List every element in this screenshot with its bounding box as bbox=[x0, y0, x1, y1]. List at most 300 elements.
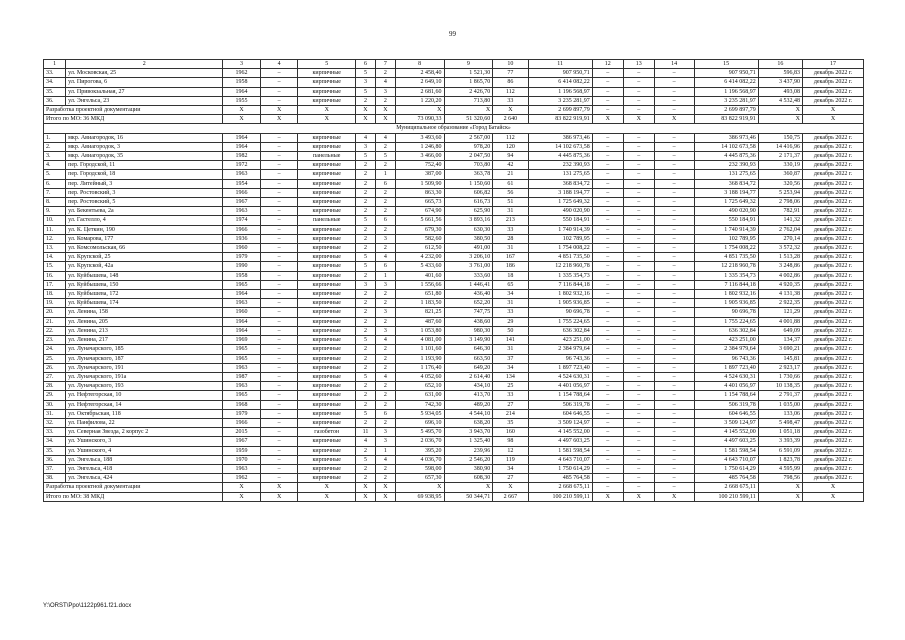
table-cell: 1 051,18 bbox=[758, 428, 802, 437]
table-cell: – bbox=[654, 188, 694, 197]
table-cell: 2 384 979,64 bbox=[694, 345, 758, 354]
table-cell: 2 567,00 bbox=[444, 133, 493, 142]
table-cell: X bbox=[493, 483, 528, 492]
table-cell: 2 bbox=[356, 234, 376, 243]
table-cell: 2 bbox=[356, 474, 376, 483]
table-cell: 1 196 568,97 bbox=[528, 87, 592, 96]
table-cell: 28. bbox=[44, 382, 66, 391]
table-cell: X bbox=[223, 483, 261, 492]
table-cell: 333,60 bbox=[444, 271, 493, 280]
table-cell: – bbox=[260, 326, 298, 335]
table-cell: – bbox=[260, 428, 298, 437]
table-cell: 3 509 124,97 bbox=[528, 418, 592, 427]
header-cell: 12 bbox=[592, 60, 623, 69]
table-cell: 2 bbox=[375, 317, 395, 326]
table-cell: 8. bbox=[44, 198, 66, 207]
table-row bbox=[44, 133, 864, 142]
table-cell: 26. bbox=[44, 363, 66, 372]
table-cell: ул. Энгельса, 418 bbox=[66, 464, 223, 473]
table-cell: 102 789,95 bbox=[528, 234, 592, 243]
table-cell: 1 725 649,32 bbox=[528, 198, 592, 207]
table-cell: 363,78 bbox=[444, 170, 493, 179]
table-cell: мкр. Авиагородок, 35 bbox=[66, 152, 223, 161]
header-cell: 10 bbox=[493, 60, 528, 69]
table-cell: кирпичные bbox=[298, 188, 356, 197]
table-cell: – bbox=[592, 179, 623, 188]
table-cell: 7 116 844,18 bbox=[528, 280, 592, 289]
table-cell: – bbox=[260, 474, 298, 483]
table-cell: кирпичные bbox=[298, 336, 356, 345]
table-row bbox=[44, 372, 864, 381]
table-cell: 33. bbox=[44, 428, 66, 437]
table-cell: – bbox=[654, 418, 694, 427]
table-cell: 485 764,58 bbox=[528, 474, 592, 483]
table-cell: – bbox=[654, 161, 694, 170]
table-cell: – bbox=[623, 464, 654, 473]
table-row bbox=[44, 161, 864, 170]
table-cell: 6 414 082,22 bbox=[694, 78, 758, 87]
table-cell: 6 414 082,22 bbox=[528, 78, 592, 87]
table-cell: 3 893,16 bbox=[444, 216, 493, 225]
table-cell: – bbox=[623, 474, 654, 483]
table-cell: 4 bbox=[375, 372, 395, 381]
table-cell: – bbox=[260, 216, 298, 225]
table-cell: кирпичные bbox=[298, 455, 356, 464]
table-cell: 907 950,71 bbox=[694, 69, 758, 78]
table-cell: 6 bbox=[375, 179, 395, 188]
table-cell: – bbox=[260, 372, 298, 381]
table-cell: 2 923,17 bbox=[758, 363, 802, 372]
table-cell: – bbox=[260, 446, 298, 455]
table-cell: – bbox=[260, 253, 298, 262]
table-cell: 1963 bbox=[223, 207, 261, 216]
table-cell: – bbox=[260, 188, 298, 197]
total-row-label: Итого по МО: 36 МКД bbox=[44, 115, 223, 124]
table-cell: 10 138,35 bbox=[758, 382, 802, 391]
table-cell: – bbox=[623, 317, 654, 326]
table-cell: – bbox=[623, 253, 654, 262]
table-cell: – bbox=[623, 216, 654, 225]
table-cell: – bbox=[592, 409, 623, 418]
table-cell: 4 524 630,31 bbox=[694, 372, 758, 381]
table-cell: 11 bbox=[356, 428, 376, 437]
table-cell: X bbox=[356, 115, 376, 124]
table-cell: 14 416,96 bbox=[758, 142, 802, 151]
table-cell: 5 bbox=[356, 87, 376, 96]
table-cell: X bbox=[654, 492, 694, 501]
table-cell: 11. bbox=[44, 225, 66, 234]
table-cell: – bbox=[592, 391, 623, 400]
table-cell: 5 495,70 bbox=[395, 428, 444, 437]
table-cell: – bbox=[654, 391, 694, 400]
table-cell: 1 905 936,85 bbox=[528, 299, 592, 308]
table-cell: ул. Северная Звезда, 2 корпус 2 bbox=[66, 428, 223, 437]
table-cell: – bbox=[623, 372, 654, 381]
table-cell: 1 556,66 bbox=[395, 280, 444, 289]
table-cell: кирпичные bbox=[298, 69, 356, 78]
table-cell: 29. bbox=[44, 391, 66, 400]
table-cell: 2 791,37 bbox=[758, 391, 802, 400]
table-cell: X bbox=[623, 492, 654, 501]
table-cell: 112 bbox=[493, 133, 528, 142]
table-cell: кирпичные bbox=[298, 326, 356, 335]
table-cell: 56 bbox=[493, 188, 528, 197]
table-cell: – bbox=[260, 464, 298, 473]
table-row bbox=[44, 234, 864, 243]
table-cell: – bbox=[654, 271, 694, 280]
table-cell: X bbox=[260, 115, 298, 124]
table-cell: 380,90 bbox=[444, 464, 493, 473]
table-cell: 1965 bbox=[223, 391, 261, 400]
table-cell: декабрь 2022 г. bbox=[802, 317, 863, 326]
table-cell: 3 690,21 bbox=[758, 345, 802, 354]
table-cell: 25. bbox=[44, 354, 66, 363]
table-cell: 1 754 008,22 bbox=[528, 244, 592, 253]
table-cell: 747,75 bbox=[444, 308, 493, 317]
table-cell: 4. bbox=[44, 161, 66, 170]
table-cell: кирпичные bbox=[298, 382, 356, 391]
table-cell: – bbox=[260, 170, 298, 179]
table-cell: 2 bbox=[356, 244, 376, 253]
table-cell: 2 171,37 bbox=[758, 152, 802, 161]
header-cell: 3 bbox=[223, 60, 261, 69]
table-cell: 4 001,88 bbox=[758, 317, 802, 326]
table-cell: кирпичные bbox=[298, 354, 356, 363]
table-cell: 2 699 897,79 bbox=[694, 106, 758, 115]
table-cell: ул. Ушинского, 3 bbox=[66, 437, 223, 446]
table-cell: 3 393,39 bbox=[758, 437, 802, 446]
table-cell: декабрь 2022 г. bbox=[802, 142, 863, 151]
table-cell: кирпичные bbox=[298, 400, 356, 409]
table-cell: ул. Куйбышева, 148 bbox=[66, 271, 223, 280]
table-cell: кирпичные bbox=[298, 437, 356, 446]
table-cell: ул. Крупской, 25 bbox=[66, 253, 223, 262]
table-cell: 4 bbox=[375, 133, 395, 142]
table-cell: 596,83 bbox=[758, 69, 802, 78]
table-cell: 90 696,78 bbox=[528, 308, 592, 317]
table-cell: 4 036,70 bbox=[395, 455, 444, 464]
table-cell: 1 581 598,54 bbox=[694, 446, 758, 455]
table-cell: 423 251,00 bbox=[528, 336, 592, 345]
table-cell: 1 035,00 bbox=[758, 400, 802, 409]
table-cell: 4 145 552,00 bbox=[528, 428, 592, 437]
table-cell: – bbox=[260, 354, 298, 363]
table-cell: X bbox=[395, 106, 444, 115]
table-cell: 1962 bbox=[223, 69, 261, 78]
table-cell: 1954 bbox=[223, 179, 261, 188]
table-cell: 120 bbox=[493, 142, 528, 151]
table-cell: – bbox=[592, 428, 623, 437]
table-cell: 696,10 bbox=[395, 418, 444, 427]
table-cell: 150,75 bbox=[758, 133, 802, 142]
table-cell: декабрь 2022 г. bbox=[802, 336, 863, 345]
table-cell: 31. bbox=[44, 409, 66, 418]
header-cell: 8 bbox=[395, 60, 444, 69]
table-cell: 25 bbox=[493, 382, 528, 391]
table-cell: – bbox=[623, 78, 654, 87]
table-cell: 2 bbox=[375, 363, 395, 372]
table-cell: – bbox=[260, 400, 298, 409]
header-cell: 9 bbox=[444, 60, 493, 69]
table-cell: 133,06 bbox=[758, 409, 802, 418]
table-cell: декабрь 2022 г. bbox=[802, 400, 863, 409]
table-cell: 616,73 bbox=[444, 198, 493, 207]
table-cell: – bbox=[654, 382, 694, 391]
table-cell: – bbox=[654, 78, 694, 87]
table-cell: – bbox=[623, 198, 654, 207]
table-cell: 3 bbox=[375, 437, 395, 446]
table-cell: 604 646,55 bbox=[528, 409, 592, 418]
table-cell: 27 bbox=[493, 474, 528, 483]
table-cell: 1 897 723,40 bbox=[528, 363, 592, 372]
table-cell: 1968 bbox=[223, 400, 261, 409]
table-cell: 2 bbox=[356, 418, 376, 427]
header-cell: 2 bbox=[66, 60, 223, 69]
table-cell: 1963 bbox=[223, 382, 261, 391]
table-cell: декабрь 2022 г. bbox=[802, 437, 863, 446]
table-cell: декабрь 2022 г. bbox=[802, 234, 863, 243]
table-row bbox=[44, 253, 864, 262]
table-cell: ул. Октябрьская, 118 bbox=[66, 409, 223, 418]
table-cell: 21. bbox=[44, 317, 66, 326]
table-cell: 5 bbox=[356, 253, 376, 262]
table-cell: декабрь 2022 г. bbox=[802, 133, 863, 142]
table-cell: 34 bbox=[493, 464, 528, 473]
table-cell: X bbox=[758, 483, 802, 492]
table-cell: – bbox=[623, 87, 654, 96]
table-cell: кирпичные bbox=[298, 418, 356, 427]
table-cell: – bbox=[260, 345, 298, 354]
table-cell: – bbox=[654, 354, 694, 363]
table-cell: – bbox=[260, 308, 298, 317]
table-cell: – bbox=[623, 446, 654, 455]
table-cell: – bbox=[260, 78, 298, 87]
table-cell: 1 bbox=[375, 446, 395, 455]
table-cell: 5 bbox=[356, 69, 376, 78]
table-cell: 2 bbox=[375, 290, 395, 299]
table-cell: 646,30 bbox=[444, 345, 493, 354]
table-cell: 3 248,86 bbox=[758, 262, 802, 271]
table-cell: 1963 bbox=[223, 464, 261, 473]
table-cell: 4 851 735,50 bbox=[528, 253, 592, 262]
header-cell: 5 bbox=[298, 60, 356, 69]
table-cell: – bbox=[623, 262, 654, 271]
table-cell: ул. Ленина, 213 bbox=[66, 326, 223, 335]
table-cell: 3 bbox=[375, 234, 395, 243]
table-cell: 649,20 bbox=[444, 363, 493, 372]
table-cell: – bbox=[654, 253, 694, 262]
table-cell: X bbox=[395, 483, 444, 492]
table-cell: – bbox=[592, 280, 623, 289]
table-cell: 5 498,47 bbox=[758, 418, 802, 427]
table-cell: – bbox=[654, 372, 694, 381]
table-cell: декабрь 2022 г. bbox=[802, 262, 863, 271]
table-cell: 2 384 979,64 bbox=[528, 345, 592, 354]
table-cell: 625,90 bbox=[444, 207, 493, 216]
table-cell: 37. bbox=[44, 464, 66, 473]
table-cell: 1 446,41 bbox=[444, 280, 493, 289]
table-cell: пер. Городской, 18 bbox=[66, 170, 223, 179]
table-row bbox=[44, 400, 864, 409]
table-cell: декабрь 2022 г. bbox=[802, 69, 863, 78]
table-cell: 5 934,05 bbox=[395, 409, 444, 418]
table-cell: 663,50 bbox=[444, 354, 493, 363]
table-row bbox=[44, 317, 864, 326]
table-row bbox=[44, 464, 864, 473]
table-cell: – bbox=[623, 400, 654, 409]
table-cell: – bbox=[623, 299, 654, 308]
table-cell: 3 235 281,97 bbox=[694, 96, 758, 105]
table-cell: – bbox=[592, 354, 623, 363]
table-cell: – bbox=[592, 363, 623, 372]
table-row bbox=[44, 308, 864, 317]
table-cell: 2 bbox=[356, 179, 376, 188]
table-cell: 490 020,90 bbox=[694, 207, 758, 216]
table-cell: 16. bbox=[44, 271, 66, 280]
table-cell: 1967 bbox=[223, 437, 261, 446]
table-cell: – bbox=[623, 106, 654, 115]
table-cell: 4 643 710,07 bbox=[694, 455, 758, 464]
table-cell: 51 320,60 bbox=[444, 115, 493, 124]
table-cell: 2 922,35 bbox=[758, 299, 802, 308]
table-cell: 239,96 bbox=[444, 446, 493, 455]
header-cell: 14 bbox=[654, 60, 694, 69]
table-cell: кирпичные bbox=[298, 308, 356, 317]
table-cell: кирпичные bbox=[298, 78, 356, 87]
table-cell: 2 640 bbox=[493, 115, 528, 124]
table-cell: 50 344,71 bbox=[444, 492, 493, 501]
table-cell: 213 bbox=[493, 216, 528, 225]
table-cell: кирпичные bbox=[298, 161, 356, 170]
table-cell: 1967 bbox=[223, 198, 261, 207]
table-cell: 131 275,65 bbox=[528, 170, 592, 179]
table-cell: – bbox=[654, 428, 694, 437]
table-cell: 1 176,40 bbox=[395, 363, 444, 372]
capital-repair-table bbox=[43, 59, 864, 502]
table-cell: кирпичные bbox=[298, 142, 356, 151]
table-row bbox=[44, 225, 864, 234]
table-cell: 27. bbox=[44, 372, 66, 381]
table-cell: кирпичные bbox=[298, 280, 356, 289]
table-cell: 782,91 bbox=[758, 207, 802, 216]
table-cell: 2 bbox=[356, 400, 376, 409]
table-cell: 3 bbox=[375, 280, 395, 289]
table-cell: 1 823,78 bbox=[758, 455, 802, 464]
table-row bbox=[44, 345, 864, 354]
table-cell: – bbox=[592, 464, 623, 473]
table-cell: – bbox=[260, 363, 298, 372]
table-cell: – bbox=[592, 244, 623, 253]
table-cell: 2 bbox=[375, 69, 395, 78]
table-cell: декабрь 2022 г. bbox=[802, 87, 863, 96]
table-cell: 4 401 056,97 bbox=[528, 382, 592, 391]
table-cell: 73 090,33 bbox=[395, 115, 444, 124]
table-cell: 1 bbox=[375, 170, 395, 179]
table-cell: – bbox=[623, 133, 654, 142]
table-cell: 1 150,60 bbox=[444, 179, 493, 188]
table-cell: 31 bbox=[493, 299, 528, 308]
table-cell: 1 246,80 bbox=[395, 142, 444, 151]
table-cell: ул. Крупской, 42а bbox=[66, 262, 223, 271]
table-cell: 1990 bbox=[223, 262, 261, 271]
table-cell: 360,87 bbox=[758, 170, 802, 179]
table-cell: 1 154 788,64 bbox=[694, 391, 758, 400]
table-cell: 649,09 bbox=[758, 326, 802, 335]
table-cell: ул. Луначарского, 193 bbox=[66, 382, 223, 391]
table-cell: – bbox=[654, 409, 694, 418]
table-row bbox=[44, 299, 864, 308]
table-cell: 131 275,65 bbox=[694, 170, 758, 179]
table-cell: ул. Панфилова, 22 bbox=[66, 418, 223, 427]
table-cell: 5 bbox=[356, 262, 376, 271]
table-cell: 3 bbox=[375, 87, 395, 96]
table-cell: – bbox=[260, 96, 298, 105]
table-cell: – bbox=[260, 161, 298, 170]
table-cell: 33 bbox=[493, 225, 528, 234]
table-cell: – bbox=[592, 225, 623, 234]
table-row bbox=[44, 428, 864, 437]
table-cell: 6 bbox=[375, 216, 395, 225]
file-path-footer: Y:\ORST\Ppo\1122p961.f21.docx bbox=[43, 603, 132, 609]
header-cell: 11 bbox=[528, 60, 592, 69]
table-cell: 2 036,70 bbox=[395, 437, 444, 446]
table-cell: 1962 bbox=[223, 474, 261, 483]
table-cell: декабрь 2022 г. bbox=[802, 345, 863, 354]
table-row bbox=[44, 179, 864, 188]
table-cell: – bbox=[260, 317, 298, 326]
table-cell: – bbox=[260, 418, 298, 427]
table-cell: 4 595,99 bbox=[758, 464, 802, 473]
table-cell: декабрь 2022 г. bbox=[802, 409, 863, 418]
table-cell: ул. Ленина, 205 bbox=[66, 317, 223, 326]
table-cell: 19. bbox=[44, 299, 66, 308]
table-cell: 4 131,38 bbox=[758, 290, 802, 299]
table-cell: 167 bbox=[493, 253, 528, 262]
table-cell: 2 bbox=[375, 474, 395, 483]
table-cell: 34 bbox=[493, 290, 528, 299]
table-cell: – bbox=[592, 455, 623, 464]
table-cell: X bbox=[802, 115, 863, 124]
table-cell: 5 bbox=[356, 455, 376, 464]
table-cell: 5 253,94 bbox=[758, 188, 802, 197]
table-cell: 3 bbox=[375, 326, 395, 335]
table-cell: 368 834,72 bbox=[528, 179, 592, 188]
table-cell: – bbox=[654, 280, 694, 289]
table-cell: – bbox=[623, 382, 654, 391]
table-cell: – bbox=[654, 225, 694, 234]
table-cell: 2 bbox=[356, 363, 376, 372]
table-cell: 96 743,36 bbox=[694, 354, 758, 363]
table-cell: 652,20 bbox=[444, 299, 493, 308]
table-cell: – bbox=[623, 271, 654, 280]
table-cell: ул. Привокзальная, 27 bbox=[66, 87, 223, 96]
table-cell: ул. Гастелло, 4 bbox=[66, 216, 223, 225]
table-cell: 742,30 bbox=[395, 400, 444, 409]
table-cell: 61 bbox=[493, 179, 528, 188]
table-cell: 2 bbox=[375, 244, 395, 253]
table-cell: 51 bbox=[493, 198, 528, 207]
table-cell: 2 bbox=[375, 391, 395, 400]
table-cell: 438,60 bbox=[444, 317, 493, 326]
table-cell: 2 458,40 bbox=[395, 69, 444, 78]
table-row bbox=[44, 326, 864, 335]
table-cell: кирпичные bbox=[298, 234, 356, 243]
table-cell: – bbox=[592, 308, 623, 317]
table-cell: 2 bbox=[356, 308, 376, 317]
table-cell: 1958 bbox=[223, 271, 261, 280]
table-cell: газобетон bbox=[298, 428, 356, 437]
table-cell: 1 bbox=[375, 271, 395, 280]
